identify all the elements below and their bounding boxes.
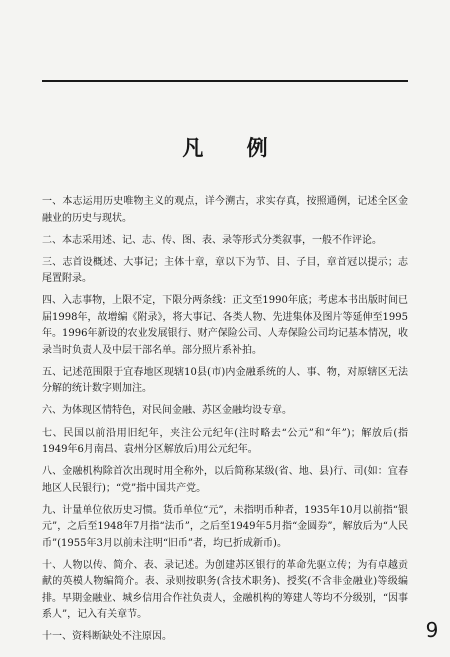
paragraph-2: 二、本志采用述、记、志、传、图、表、录等形式分类叙事，一般不作评论。 — [42, 234, 382, 246]
paragraph-8: 八、金融机构除首次出现时用全称外，以后简称某级(省、地、县)行、司(如：宜春地区人民银行)；“党”指中国共产党。 — [42, 466, 408, 494]
paragraph-11: 十一、资料断缺处不注原因。 — [42, 631, 172, 643]
paragraph-1: 一、本志运用历史唯物主义的观点，详今溯古，求实存真，按照通例，记述全区金融业的历史与现状。 — [42, 196, 408, 224]
paragraph-9: 九、计量单位依历史习惯。货币单位“元”，未指明币种者，1935年10月以前指“银元”，之后至1948年7月指“法币”，之后至1949年5月指“金圆券”，解放后为“人民币”(1955年3月以前未注明“旧币”者，均已折成新币)。 — [42, 504, 408, 549]
body-text — [42, 194, 408, 652]
header-rule — [42, 80, 408, 82]
paragraph-10: 十、人物以传、简介、表、录记述。为创建苏区银行的革命先驱立传；为有卓越贡献的英模人物编简介。表、录则按职务(含技术职务)、授奖(不含非金融业)等级编排。早期金融业、城乡信用合作社负责人，金融机构的筹建人等均不分级别，“因事系人”，记入有关章节。 — [42, 559, 408, 621]
paragraph-7: 七、民国以前沿用旧纪年，夹注公元纪年(注时略去“公元”和“年”)；解放后(指1949年6月南昌、袁州分区解放后)用公元纪年。 — [42, 427, 408, 456]
paragraph-4: 四、入志事物，上限不定，下限分两条线：正文至1990年底；考虑本书出版时间已届1998年，故增编《附录》，将大事记、各类人物、先进集体及图片等延伸至1995年。1996年新设的农业发展银行、财产保险公司、人寿保险公司均记基本情况，收录当时负责人及中层干部名单。部分照片系补拍。 — [42, 295, 408, 356]
page-number: 9 — [425, 618, 439, 642]
paragraph-5: 五、记述范围限于宜春地区现辖10县(市)内金融系统的人、事、物，对原辖区无法分解的统计数字则加注。 — [42, 366, 408, 395]
paragraph-3: 三、志首设概述、大事记；主体十章，章以下为节、目、子目，章首冠以提示；志尾置附录。 — [42, 256, 408, 285]
page-title: 凡 例 — [182, 135, 286, 160]
paragraph-6: 六、为体现区情特色，对民间金融、苏区金融均设专章。 — [42, 405, 292, 417]
